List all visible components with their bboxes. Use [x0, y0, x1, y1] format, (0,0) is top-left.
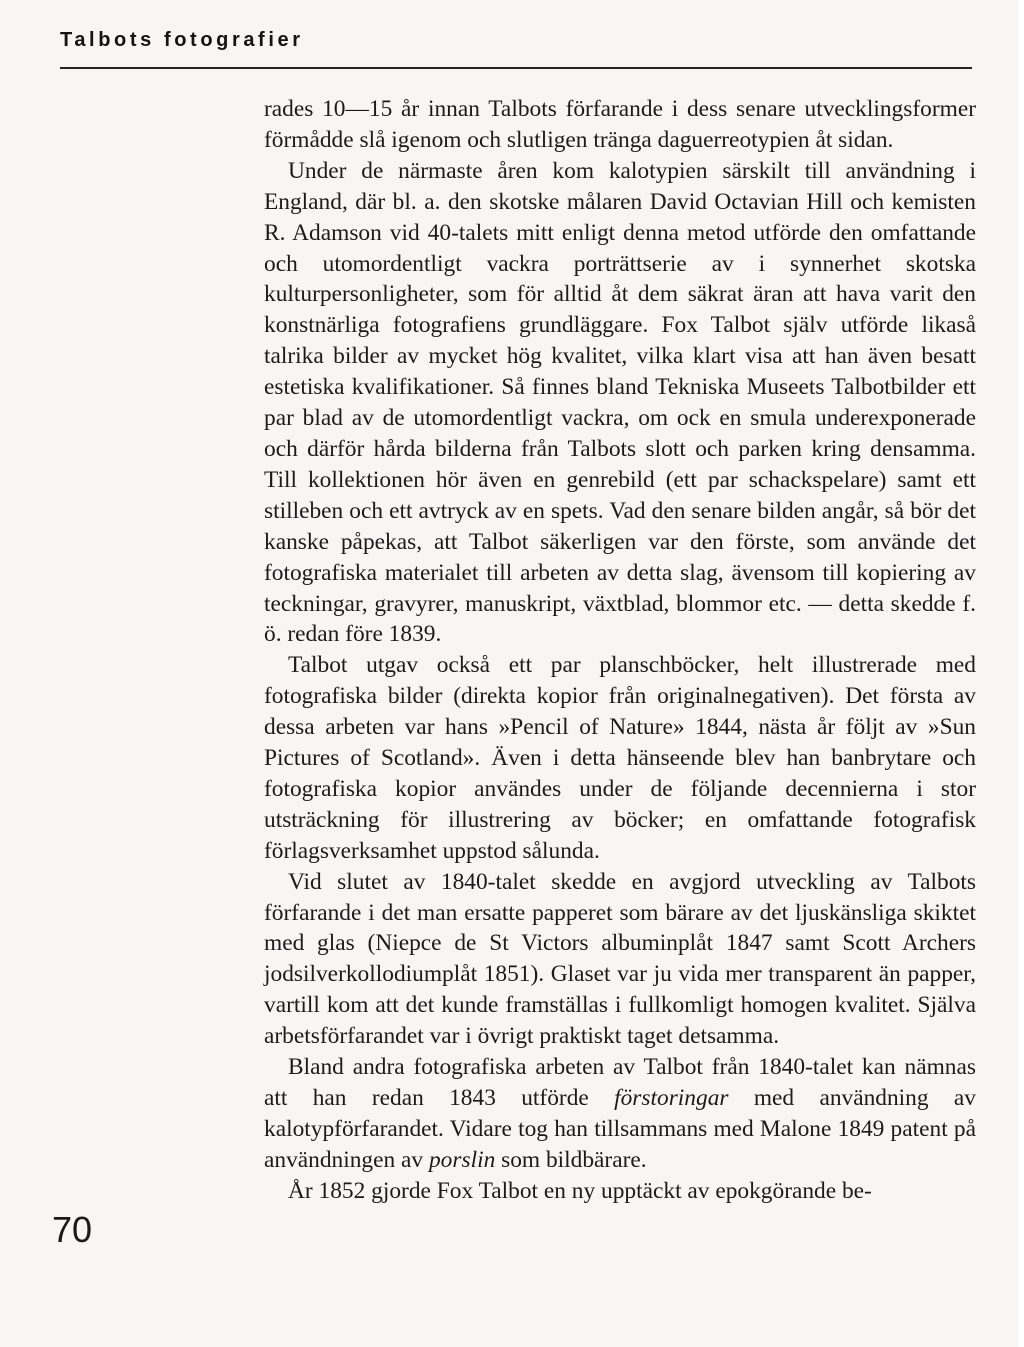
page-number: 70 — [52, 1209, 93, 1250]
paragraph — [264, 867, 976, 1052]
page-edge — [1018, 0, 1024, 1347]
text-run: rades 10—15 år innan Talbots förfarande i dess senare utvecklingsformer förmådde slå igenom och slutligen tränga daguerreotypien åt sidan. — [264, 96, 976, 153]
paragraph — [264, 156, 976, 651]
header-rule — [60, 67, 972, 69]
paragraph — [264, 94, 976, 156]
italic-term: porslin — [428, 1146, 496, 1173]
text-run: med användning av kalotypförfarandet. Vidare tog han tillsammans med Malone 1849 patent på användningen av — [264, 1085, 976, 1173]
paragraph — [264, 650, 976, 866]
text-run: Talbot utgav också ett par planschböcker, helt illustrerade med fotografiska bilder (direkta kopior från originalnegativen). Det första av dessa arbeten var hans »Pencil of Nature» 1844, nästa år följt av »Sun Pictures of Scotland». Även i detta hänseende blev han banbrytare och fotografiska kopior användes under de följande decennierna i stor utsträckning för illustrering av böcker; en omfattande fotografisk förlagsverksamhet uppstod sålunda. — [264, 652, 976, 864]
text-run: Under de närmaste åren kom kalotypien särskilt till användning i England, där bl. a. den skotske målaren David Octavian Hill och kemisten R. Adamson vid 40-talets mitt enligt denna metod utförde den omfattande och utomordentligt vackra porträttserie av i synnerhet skotska kulturpersonligheter, som för alltid åt dem säkrat äran att hava varit den konstnärliga fotografiens grundläggare. Fox Talbot själv utförde likaså talrika bilder av mycket hög kvalitet, vilka klart visa att han även besatt estetiska kvalifikationer. Så finnes bland Tekniska Museets Talbotbilder ett par blad av de utomordentligt vackra, om ock en smula underexponerade och därför hårda bilderna från Talbots slott och parken kring densamma. Till kollektionen hör även en genrebild (ett par schackspelare) samt ett stilleben och ett avtryck av en spets. Vad den senare bilden angår, så bör det kanske påpekas, att Talbot säkerligen var den förste, som använde det fotografiska materialet till arbeten av detta slag, ävensom till kopiering av teckningar, gravyrer, manuskript, växtblad, blommor etc. — detta skedde f. ö. redan före 1839. — [264, 157, 976, 648]
text-run: Vid slutet av 1840-talet skedde en avgjord utveckling av Talbots förfarande i det man ersatte papperet som bärare av det ljuskänsliga skiktet med glas (Niepce de St Victors albuminplåt 1847 samt Scott Archers jodsilverkollodiumplåt 1851). Glaset var ju vida mer transparent än papper, vartill kom att det kunde framställas i fullkomligt homogen kvalitet. Själva arbetsförfarandet var i övrigt praktiskt taget detsamma. — [264, 868, 976, 1050]
running-head: Talbots fotografier — [60, 29, 304, 51]
text-run: som bildbärare. — [495, 1146, 647, 1173]
italic-term: förstoringar — [614, 1085, 729, 1111]
text-run: Bland andra fotografiska arbeten av Talbot från 1840-talet kan nämnas att han redan 1843 utförde — [264, 1054, 976, 1111]
paragraph — [264, 1176, 976, 1207]
text-run: År 1852 gjorde Fox Talbot en ny upptäckt av epokgörande be- — [288, 1177, 872, 1204]
paragraph — [264, 1052, 976, 1176]
body-text — [264, 94, 976, 1207]
